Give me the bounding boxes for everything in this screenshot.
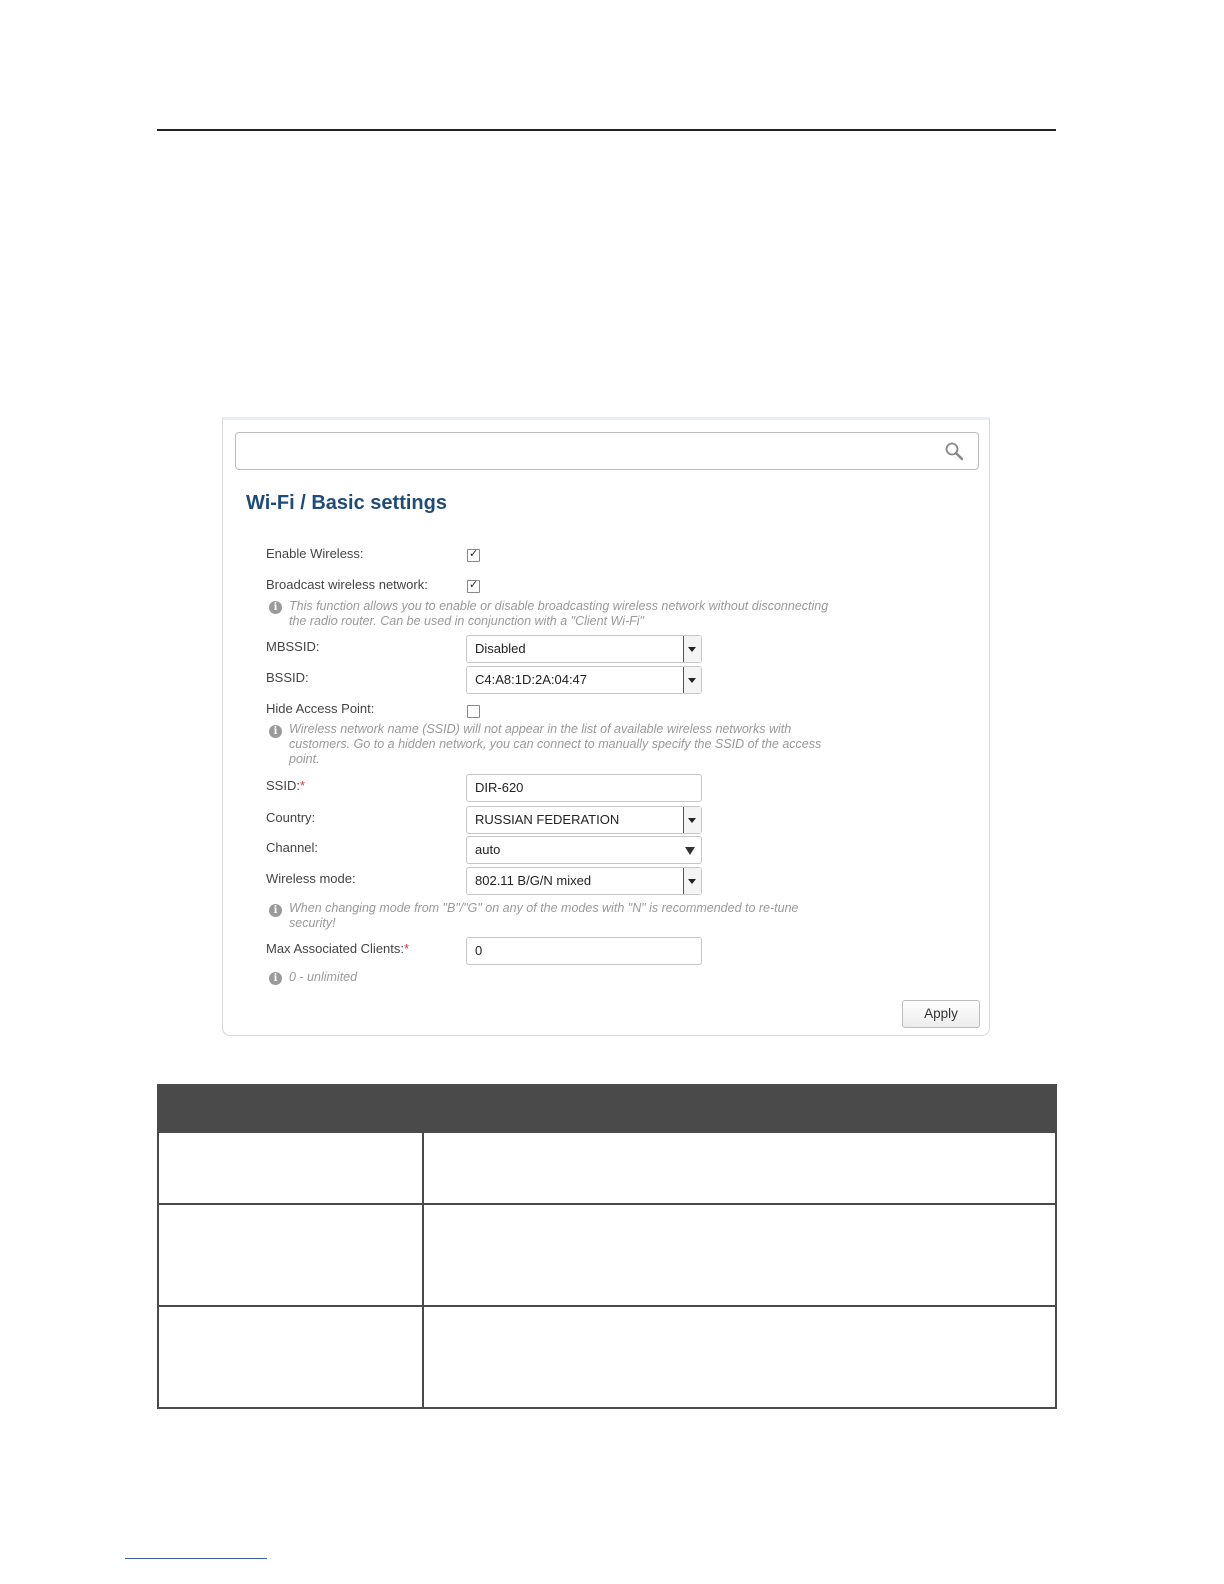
mbssid-label: MBSSID:	[266, 639, 320, 654]
bssid-label: BSSID:	[266, 670, 309, 685]
info-icon: i	[269, 725, 282, 738]
wireless-mode-value: 802.11 B/G/N mixed	[475, 873, 592, 888]
mbssid-value: Disabled	[475, 641, 526, 656]
hide-ap-checkbox[interactable]	[467, 705, 480, 718]
channel-value: auto	[475, 842, 501, 857]
required-mark: *	[404, 941, 410, 956]
table-cell	[159, 1205, 424, 1305]
broadcast-label: Broadcast wireless network:	[266, 577, 428, 592]
country-value: RUSSIAN FEDERATION	[475, 812, 620, 827]
search-input[interactable]	[235, 432, 979, 470]
info-icon: i	[269, 972, 282, 985]
enable-wireless-checkbox[interactable]	[467, 549, 480, 562]
hide-ap-hint: Wireless network name (SSID) will not appear in the list of available wireless networks with customers. Go to a hidden network, you can connect to manually specify the SSID of the access point.	[289, 722, 822, 766]
broadcast-hint: This function allows you to enable or disable broadcasting wireless network without disconnecting the radio router. Can be used in conjunction with a "Client Wi-Fi"	[289, 599, 829, 628]
max-clients-label-text: Max Associated Clients:	[266, 941, 405, 956]
page-title: Wi-Fi / Basic settings	[246, 492, 447, 514]
chevron-down-icon[interactable]	[683, 636, 701, 662]
country-select[interactable]	[466, 806, 702, 834]
broadcast-checkbox[interactable]	[467, 580, 480, 593]
footer-link-rule	[125, 1558, 267, 1559]
table-row	[157, 1133, 1057, 1205]
max-clients-label	[266, 941, 409, 956]
wireless-mode-hint: When changing mode from "B"/"G" on any of the modes with "N" is recommended to re-tune security!	[289, 901, 799, 930]
bssid-value: C4:A8:1D:2A:04:47	[475, 672, 588, 687]
ssid-value: DIR-620	[475, 780, 524, 795]
chevron-down-icon[interactable]	[685, 847, 695, 855]
bssid-select[interactable]	[466, 666, 702, 694]
mbssid-select[interactable]	[466, 635, 702, 663]
info-icon: i	[269, 601, 282, 614]
table-row	[157, 1205, 1057, 1307]
channel-select[interactable]	[466, 836, 702, 864]
ssid-label	[266, 778, 305, 793]
checkmark-icon: ✓	[469, 548, 479, 560]
table-header	[157, 1084, 1057, 1133]
max-clients-input[interactable]	[466, 937, 702, 965]
required-mark: *	[299, 778, 306, 793]
search-icon[interactable]	[944, 441, 964, 461]
channel-label: Channel:	[266, 840, 319, 855]
wireless-mode-label: Wireless mode:	[266, 871, 356, 886]
chevron-down-icon[interactable]	[683, 807, 701, 833]
apply-button[interactable]: Apply	[902, 1000, 980, 1028]
country-label: Country:	[266, 810, 316, 825]
page-top-rule	[157, 129, 1056, 131]
ssid-input[interactable]	[466, 774, 702, 802]
wireless-mode-select[interactable]	[466, 867, 702, 895]
enable-wireless-label: Enable Wireless:	[266, 546, 364, 561]
max-clients-hint: 0 - unlimited	[289, 970, 358, 984]
ssid-label-text: SSID:	[266, 778, 300, 793]
max-clients-value: 0	[475, 943, 483, 958]
table-cell	[159, 1307, 424, 1407]
checkmark-icon: ✓	[469, 579, 479, 591]
chevron-down-icon[interactable]	[683, 868, 701, 894]
screenshot-panel	[222, 417, 990, 1036]
parameters-table	[157, 1084, 1057, 1409]
hide-ap-label: Hide Access Point:	[266, 701, 375, 716]
table-row	[157, 1307, 1057, 1409]
chevron-down-icon[interactable]	[683, 667, 701, 693]
info-icon: i	[269, 904, 282, 917]
table-cell	[159, 1133, 424, 1203]
